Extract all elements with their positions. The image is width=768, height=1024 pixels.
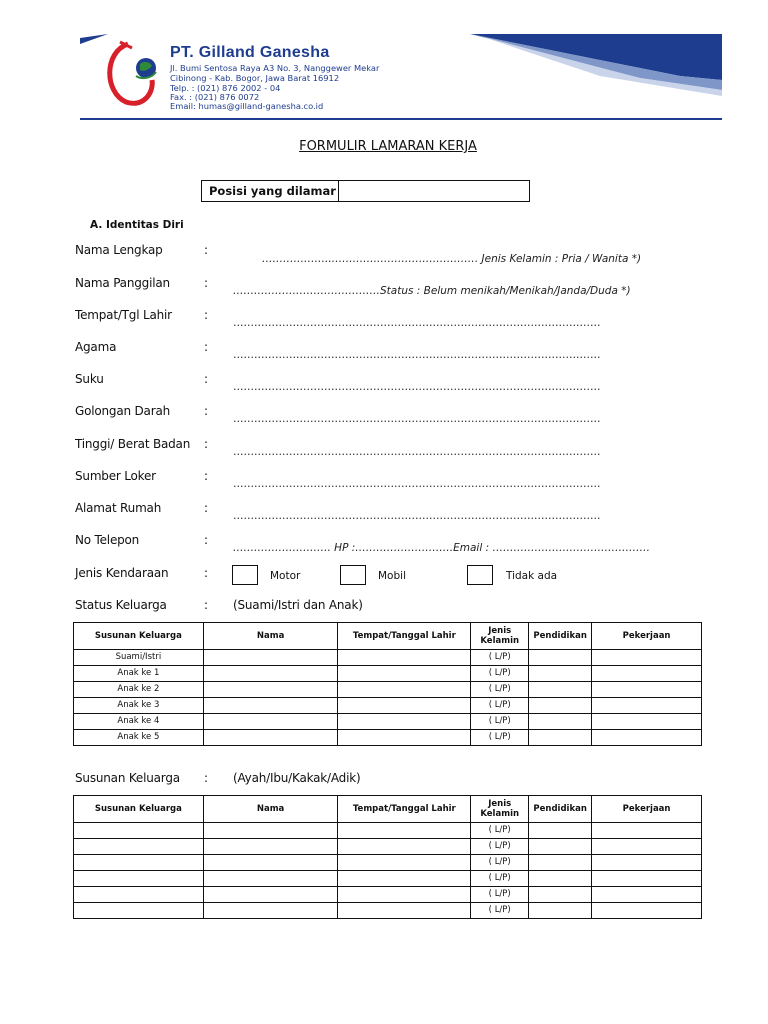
table-header: Nama: [203, 623, 338, 650]
field-label-tinggi-berat: Tinggi/ Berat Badan: [75, 437, 191, 451]
field-fill-sumber-loker[interactable]: ……………………………………………………………………………………………: [233, 478, 601, 490]
table-cell[interactable]: [529, 666, 592, 682]
table-cell[interactable]: [592, 839, 702, 855]
table-cell[interactable]: [529, 855, 592, 871]
table-header-row: [74, 796, 702, 823]
table-cell[interactable]: [592, 682, 702, 698]
posisi-input[interactable]: [339, 181, 529, 201]
table-cell[interactable]: [592, 650, 702, 666]
table-cell[interactable]: [529, 650, 592, 666]
checkbox-label-tidak-ada: Tidak ada: [506, 570, 558, 582]
field-fill-nama-lengkap[interactable]: ………………..…………..………….…………… Jenis Kelamin : Pria / Wanita *): [262, 253, 642, 265]
table-cell[interactable]: [529, 682, 592, 698]
field-label-nama-panggilan: Nama Panggilan: [75, 276, 170, 290]
company-name: PT. Gilland Ganesha: [170, 44, 330, 61]
address-line: Cibinong - Kab. Bogor, Jawa Barat 16912: [170, 73, 340, 83]
table-cell[interactable]: [338, 839, 471, 855]
table-cell[interactable]: [203, 887, 338, 903]
table-cell[interactable]: [203, 903, 338, 919]
field-label-jenis-kendaraan: Jenis Kendaraan: [75, 566, 169, 580]
table-row: [74, 730, 702, 746]
table-row: [74, 887, 702, 903]
table-header: Nama: [203, 796, 338, 823]
field-colon: :: [204, 771, 209, 785]
field-fill-tempat-tgl-lahir[interactable]: ……………………………………………………………………………………………: [233, 317, 601, 329]
table-header: Jenis Kelamin: [471, 623, 529, 650]
checkbox-motor[interactable]: [232, 565, 258, 585]
table-cell[interactable]: [338, 650, 471, 666]
posisi-box: [201, 180, 530, 202]
checkbox-tidak-ada[interactable]: [467, 565, 493, 585]
table-row: [74, 698, 702, 714]
table-cell[interactable]: [529, 839, 592, 855]
field-colon: :: [204, 243, 209, 257]
table-cell[interactable]: [74, 903, 204, 919]
field-colon: :: [204, 404, 209, 418]
checkbox-mobil[interactable]: [340, 565, 366, 585]
table-cell[interactable]: [203, 839, 338, 855]
table-cell[interactable]: [529, 698, 592, 714]
field-fill-agama[interactable]: ……………………………………………………………………………………………: [233, 349, 601, 361]
table-cell[interactable]: [203, 730, 338, 746]
field-label-sumber-loker: Sumber Loker: [75, 469, 156, 483]
gender-cell[interactable]: ( L/P): [471, 887, 529, 903]
field-colon: :: [204, 276, 209, 290]
table-cell[interactable]: [529, 823, 592, 839]
table-cell[interactable]: [74, 855, 204, 871]
family-table-extended: [73, 795, 702, 919]
field-colon: :: [204, 372, 209, 386]
gender-cell[interactable]: ( L/P): [471, 714, 529, 730]
table-cell[interactable]: [592, 823, 702, 839]
table-cell[interactable]: [74, 823, 204, 839]
address-line: Jl. Bumi Sentosa Raya A3 No. 3, Nanggewer Mekar: [170, 63, 380, 73]
field-label-agama: Agama: [75, 340, 117, 354]
table-cell[interactable]: [338, 666, 471, 682]
gender-cell[interactable]: ( L/P): [471, 698, 529, 714]
table-header-row: [74, 623, 702, 650]
fax-line: Fax. : (021) 876 0072: [170, 92, 260, 102]
table-row: [74, 871, 702, 887]
table-cell[interactable]: [338, 855, 471, 871]
table-cell[interactable]: [592, 855, 702, 871]
table-cell[interactable]: [592, 871, 702, 887]
field-fill-no-telepon[interactable]: ………………………. HP :……………………….Email : ………………………………………: [233, 542, 650, 554]
table-cell[interactable]: [592, 714, 702, 730]
form-title: FORMULIR LAMARAN KERJA: [299, 139, 477, 154]
gender-cell[interactable]: ( L/P): [471, 823, 529, 839]
table-cell[interactable]: [203, 682, 338, 698]
field-label-no-telepon: No Telepon: [75, 533, 140, 547]
table-row: [74, 714, 702, 730]
row-label: Anak ke 4: [74, 714, 204, 730]
gender-cell[interactable]: ( L/P): [471, 650, 529, 666]
table-header: Pekerjaan: [592, 796, 702, 823]
email-line: Email: humas@gilland-ganesha.co.id: [170, 101, 324, 111]
field-fill-nama-panggilan[interactable]: ……………………………………Status : Belum menikah/Menikah/Janda/Duda *): [233, 285, 631, 297]
table-cell[interactable]: [592, 666, 702, 682]
row-label: Anak ke 2: [74, 682, 204, 698]
checkbox-label-mobil: Mobil: [378, 570, 406, 582]
table-row: [74, 839, 702, 855]
table-cell[interactable]: [338, 698, 471, 714]
table-cell[interactable]: [338, 682, 471, 698]
row-label: Anak ke 5: [74, 730, 204, 746]
table-cell[interactable]: [203, 650, 338, 666]
field-colon: :: [204, 437, 209, 451]
field-label-nama-lengkap: Nama Lengkap: [75, 243, 163, 257]
row-label: Suami/Istri: [74, 650, 204, 666]
table-cell[interactable]: [529, 887, 592, 903]
susunan-keluarga-note: (Ayah/Ibu/Kakak/Adik): [233, 771, 361, 785]
table-cell[interactable]: [592, 698, 702, 714]
field-label-tempat-tgl-lahir: Tempat/Tgl Lahir: [75, 308, 172, 322]
table-header: Pendidikan: [529, 623, 592, 650]
field-colon: :: [204, 533, 209, 547]
table-cell[interactable]: [203, 871, 338, 887]
table-cell[interactable]: [592, 730, 702, 746]
field-colon: :: [204, 469, 209, 483]
field-colon: :: [204, 308, 209, 322]
table-cell[interactable]: [203, 698, 338, 714]
field-label-suku: Suku: [75, 372, 104, 386]
table-cell[interactable]: [74, 839, 204, 855]
field-colon: :: [204, 501, 209, 515]
field-fill-suku[interactable]: ……………………………………………………………………………………………: [233, 381, 601, 393]
gender-cell[interactable]: ( L/P): [471, 871, 529, 887]
table-header: Pekerjaan: [592, 623, 702, 650]
field-label-status-keluarga: Status Keluarga: [75, 598, 167, 612]
row-label: Anak ke 1: [74, 666, 204, 682]
table-header: Tempat/Tanggal Lahir: [338, 623, 471, 650]
table-cell[interactable]: [592, 903, 702, 919]
field-colon: :: [204, 598, 209, 612]
table-header: Tempat/Tanggal Lahir: [338, 796, 471, 823]
gender-cell[interactable]: ( L/P): [471, 682, 529, 698]
field-colon: :: [204, 340, 209, 354]
table-cell[interactable]: [203, 666, 338, 682]
family-table-nuclear: [73, 622, 702, 746]
field-fill-golongan-darah[interactable]: ……………………………………………………………………………………………: [233, 413, 601, 425]
table-header: Susunan Keluarga: [74, 796, 204, 823]
table-cell[interactable]: [529, 903, 592, 919]
table-header: Pendidikan: [529, 796, 592, 823]
table-cell[interactable]: [338, 871, 471, 887]
phone-line: Telp. : (021) 876 2002 - 04: [170, 83, 281, 93]
gender-cell[interactable]: ( L/P): [471, 730, 529, 746]
gender-cell[interactable]: ( L/P): [471, 666, 529, 682]
table-cell[interactable]: [529, 730, 592, 746]
table-row: [74, 682, 702, 698]
table-cell[interactable]: [338, 823, 471, 839]
table-cell[interactable]: [203, 855, 338, 871]
table-cell[interactable]: [338, 903, 471, 919]
table-header: Susunan Keluarga: [74, 623, 204, 650]
table-cell[interactable]: [338, 730, 471, 746]
field-label-susunan-keluarga: Susunan Keluarga: [75, 771, 180, 785]
table-cell[interactable]: [74, 871, 204, 887]
table-row: [74, 823, 702, 839]
table-row: [74, 666, 702, 682]
checkbox-label-motor: Motor: [270, 570, 301, 582]
field-colon: :: [204, 566, 209, 580]
table-cell[interactable]: [529, 714, 592, 730]
table-cell[interactable]: [203, 714, 338, 730]
gender-cell[interactable]: ( L/P): [471, 903, 529, 919]
table-cell[interactable]: [74, 887, 204, 903]
table-cell[interactable]: [592, 887, 702, 903]
status-keluarga-note: (Suami/Istri dan Anak): [233, 598, 363, 612]
gender-cell[interactable]: ( L/P): [471, 839, 529, 855]
field-label-golongan-darah: Golongan Darah: [75, 404, 170, 418]
gender-cell[interactable]: ( L/P): [471, 855, 529, 871]
table-cell[interactable]: [203, 823, 338, 839]
table-row: [74, 855, 702, 871]
section-heading: A. Identitas Diri: [90, 219, 184, 231]
posisi-label: Posisi yang dilamar: [202, 181, 339, 201]
field-label-alamat-rumah: Alamat Rumah: [75, 501, 162, 515]
field-fill-tinggi-berat[interactable]: ……………………………………………………………………………………………: [233, 446, 601, 458]
table-header: Jenis Kelamin: [471, 796, 529, 823]
table-row: [74, 650, 702, 666]
field-fill-alamat-rumah[interactable]: ……………………………………………………………………………………………: [233, 510, 601, 522]
table-row: [74, 903, 702, 919]
company-logo: [96, 40, 162, 110]
table-cell[interactable]: [338, 714, 471, 730]
table-cell[interactable]: [529, 871, 592, 887]
row-label: Anak ke 3: [74, 698, 204, 714]
table-cell[interactable]: [338, 887, 471, 903]
